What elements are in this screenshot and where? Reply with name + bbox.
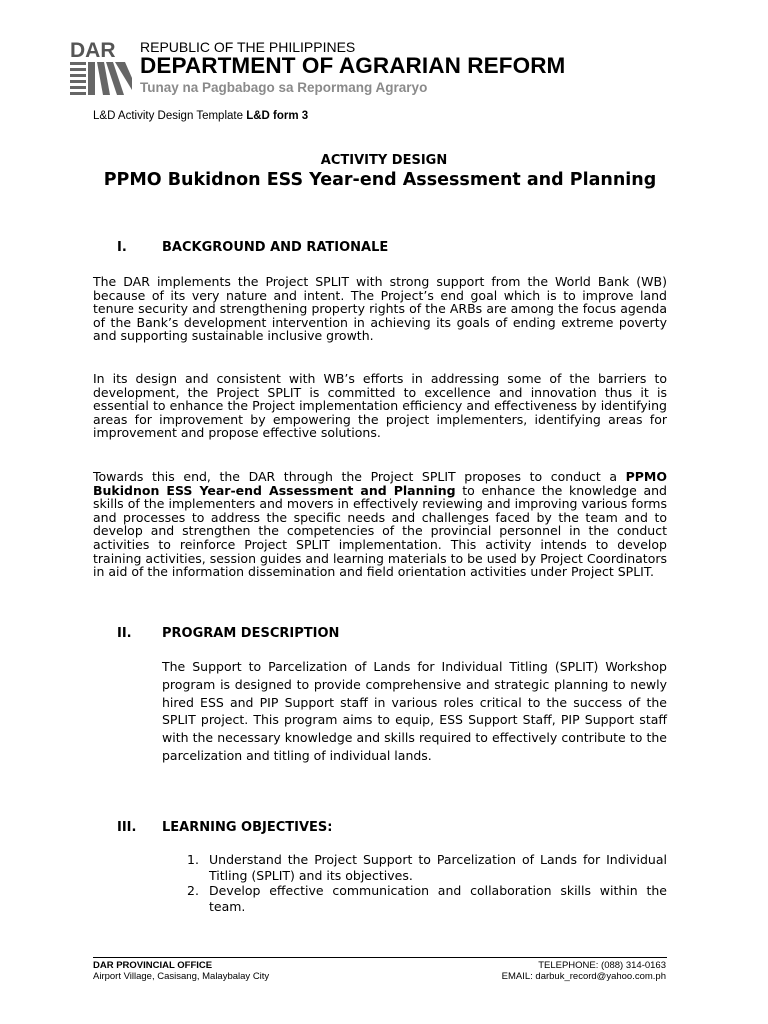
list-item xyxy=(187,883,667,914)
list-item-text: Understand the Project Support to Parcelization of Lands for Individual Titling (SPLIT) and its objectives. xyxy=(209,852,667,883)
program-description-paragraph: The Support to Parcelization of Lands for Individual Titling (SPLIT) Workshop program is designed to provide comprehensive and strategic planning to newly hired ESS and PIP Support staff in various roles critical to the success of the SPLIT project. This program aims to equip, ESS Support Staff, PIP Support staff with the necessary knowledge and skills required to effectively contribute to the parcelization and titling of individual lands. xyxy=(162,659,667,763)
section-title: LEARNING OBJECTIVES: xyxy=(162,820,333,835)
background-paragraph-2: In its design and consistent with WB’s efforts in addressing some of the barriers to development, the Project SPLIT is committed to excellence and innovation thus it is essential to enhance the Project implementation efficiency and effectiveness by identifying areas for improvement by empowering the project implementers, identifying areas for improvement and propose effective solutions. xyxy=(93,371,667,441)
footer-email: EMAIL: darbuk_record@yahoo.com.ph xyxy=(501,971,666,982)
section-number: III. xyxy=(117,820,137,835)
document-kicker: ACTIVITY DESIGN xyxy=(320,153,448,168)
list-item-number: 1. xyxy=(187,852,199,867)
department-motto: Tunay na Pagbabago sa Repormang Agraryo xyxy=(140,80,428,95)
dar-logo-icon xyxy=(70,38,132,100)
activity-name-bold: PPMO Bukidnon ESS Year-end Assessment and Planning xyxy=(93,469,667,498)
form-template-label: L&D Activity Design Template xyxy=(93,110,247,122)
footer-telephone: TELEPHONE: (088) 314-0163 xyxy=(538,960,666,971)
section-title: BACKGROUND AND RATIONALE xyxy=(162,240,389,255)
form-template-line xyxy=(93,110,308,122)
background-paragraph-1: The DAR implements the Project SPLIT with strong support from the World Bank (WB) because of its very nature and intent. The Project’s end goal which is to improve land tenure security and strengthening property rights of the ARBs are among the focus agenda of the Bank’s development intervention in achieving its goals of ending extreme poverty and supporting sustainable inclusive growth. xyxy=(93,274,667,344)
footer-address: Airport Village, Casisang, Malaybalay City xyxy=(93,971,270,982)
svg-text:DAR: DAR xyxy=(70,39,116,62)
department-name: DEPARTMENT OF AGRARIAN REFORM xyxy=(140,53,566,78)
form-id: L&D form 3 xyxy=(246,110,309,122)
footer-left xyxy=(93,960,269,982)
background-paragraph-3 xyxy=(93,470,667,579)
document-title: PPMO Bukidnon ESS Year-end Assessment and Planning xyxy=(103,170,657,190)
paragraph-text: Towards this end, the DAR through the Project SPLIT proposes to conduct a xyxy=(93,469,626,484)
section-title: PROGRAM DESCRIPTION xyxy=(162,626,340,641)
section-number: II. xyxy=(117,626,132,641)
section-heading-program xyxy=(117,626,517,642)
footer-right xyxy=(502,960,666,982)
section-heading-objectives xyxy=(117,820,517,836)
learning-objectives-list xyxy=(187,852,667,914)
list-item-number: 2. xyxy=(187,883,199,899)
list-item xyxy=(187,852,667,883)
section-number: I. xyxy=(117,240,127,255)
footer-divider xyxy=(93,957,667,958)
country-name: REPUBLIC OF THE PHILIPPINES xyxy=(140,39,356,55)
paragraph-text: to enhance the knowledge and skills of the implementers and movers in effectively reviewing and improving various forms and processes to address the specific needs and challenges faced by the team and to develop and strengthen the competencies of the provincial personnel in the conduct activities to reinforce Project SPLIT implementation. This activity intends to develop training activities, session guides and learning materials to be used by Project Coordinators in aid of the information dissemination and field orientation activities under Project SPLIT. xyxy=(93,482,667,580)
section-heading-background xyxy=(117,240,517,256)
footer-office: DAR PROVINCIAL OFFICE xyxy=(93,960,213,971)
list-item-text: Develop effective communication and collaboration skills within the team. xyxy=(209,883,667,914)
